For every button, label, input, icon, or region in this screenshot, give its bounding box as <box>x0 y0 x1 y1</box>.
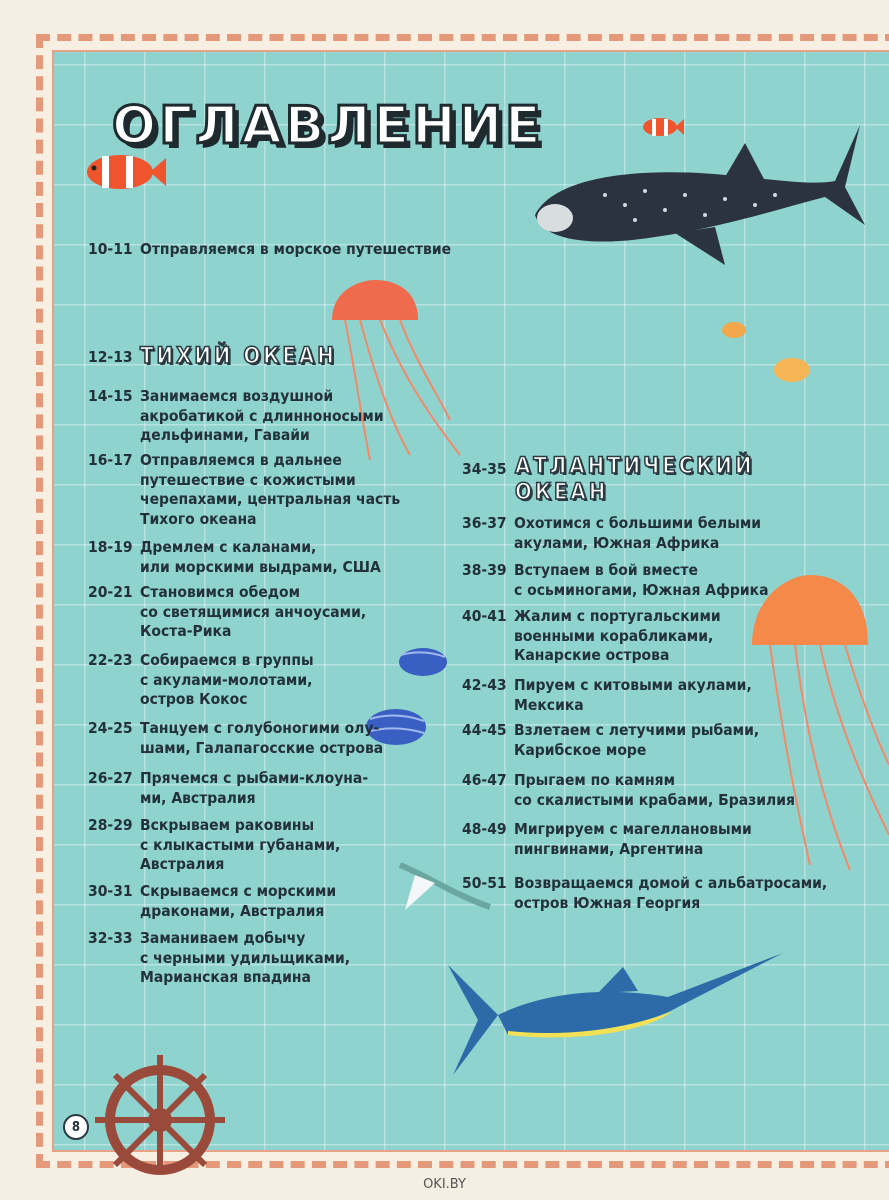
toc-entry <box>462 607 721 666</box>
toc-pages: 32-33 <box>88 929 133 947</box>
orange-fish-illustration-2 <box>772 355 814 385</box>
toc-text: Прыгаем по камням со скалистыми крабами, Бразилия <box>514 771 795 809</box>
toc-entry <box>88 651 314 710</box>
clownfish-illustration <box>82 150 167 195</box>
toc-entry <box>88 387 384 446</box>
toc-entry <box>462 514 761 553</box>
toc-entry <box>88 816 340 875</box>
toc-pages: 26-27 <box>88 769 133 787</box>
small-clownfish-illustration <box>640 115 685 140</box>
toc-entry <box>88 719 383 758</box>
toc-pages: 18-19 <box>88 538 133 556</box>
toc-entry <box>88 882 336 921</box>
toc-pages: 38-39 <box>462 561 507 579</box>
toc-entry <box>462 820 752 859</box>
page-number-badge: 8 <box>63 1114 89 1140</box>
pacific-section-title: ТИХИЙ ОКЕАН <box>140 344 337 369</box>
whale-shark-illustration <box>525 115 870 275</box>
toc-pages: 24-25 <box>88 719 133 737</box>
toc-entry <box>462 771 795 810</box>
toc-text: Пируем с китовыми акулами, Мексика <box>514 676 752 714</box>
toc-pages: 48-49 <box>462 820 507 838</box>
marlin-illustration <box>448 945 788 1085</box>
toc-pages: 22-23 <box>88 651 133 669</box>
toc-pages: 40-41 <box>462 607 507 625</box>
toc-text: Прячемся с рыбами-клоуна- ми, Австралия <box>140 769 369 807</box>
toc-entry <box>88 929 350 988</box>
toc-pages: 28-29 <box>88 816 133 834</box>
toc-entry <box>462 676 752 715</box>
toc-entry <box>462 721 759 760</box>
page-title: ОГЛАВЛЕНИЕ <box>112 96 544 156</box>
toc-text: Скрываемся с морскими драконами, Австралия <box>140 882 337 920</box>
toc-text: Взлетаем с летучими рыбами, Карибское море <box>514 721 760 759</box>
orange-fish-illustration <box>720 320 750 340</box>
toc-entry <box>462 874 827 913</box>
toc-text: Жалим с португальскими военными корабликами, Канарские острова <box>514 607 721 664</box>
toc-pages: 36-37 <box>462 514 507 532</box>
toc-text: Охотимся с большими белыми акулами, Южная Африка <box>514 514 762 552</box>
toc-pages: 20-21 <box>88 583 133 601</box>
toc-text: Становимся обедом со светящимися анчоусами, Коста-Рика <box>140 583 367 640</box>
toc-text: Дремлем с каланами, или морскими выдрами, США <box>140 538 381 576</box>
blue-fish-illustration <box>395 645 450 680</box>
toc-pages: 30-31 <box>88 882 133 900</box>
toc-pages: 16-17 <box>88 451 133 469</box>
toc-text: Отправляемся в морское путешествие <box>140 240 452 258</box>
toc-pages: 46-47 <box>462 771 507 789</box>
toc-entry <box>88 451 400 529</box>
toc-entry <box>88 769 368 808</box>
toc-entry <box>88 538 381 577</box>
pacific-section-pages: 12-13 <box>88 348 133 366</box>
toc-text: Мигрируем с магеллановыми пингвинами, Аргентина <box>514 820 752 858</box>
toc-text: Собираемся в группы с акулами-молотами, остров Кокос <box>140 651 314 708</box>
jellyfish-large-illustration <box>750 575 889 875</box>
toc-text: Занимаемся воздушной акробатикой с длинноносыми дельфинами, Гавайи <box>140 387 384 444</box>
toc-pages: 44-45 <box>462 721 507 739</box>
atlantic-section-pages: 34-35 <box>462 460 507 478</box>
toc-entry <box>88 583 366 642</box>
atlantic-section-title-line1: АТЛАНТИЧЕСКИЙ <box>515 454 755 479</box>
toc-pages: 10-11 <box>88 240 133 258</box>
toc-text: Танцуем с голубоногими олу- шами, Галапагосские острова <box>140 719 384 757</box>
toc-text: Заманиваем добычу с черными удильщиками, Марианская впадина <box>140 929 351 986</box>
ship-wheel-illustration <box>60 1050 250 1170</box>
toc-text: Вступаем в бой вместе с осьминогами, Южная Африка <box>514 561 769 599</box>
atlantic-section-title-line2: ОКЕАН <box>515 480 609 505</box>
toc-pages: 42-43 <box>462 676 507 694</box>
site-watermark: OKI.BY <box>423 1177 466 1192</box>
toc-text: Отправляемся в дальнее путешествие с кожистыми черепахами, центральная часть Тихого океана <box>140 451 401 528</box>
toc-text: Вскрываем раковины с клыкастыми губанами, Австралия <box>140 816 341 873</box>
toc-text: Возвращаемся домой с альбатросами, остров Южная Георгия <box>514 874 828 912</box>
toc-pages: 14-15 <box>88 387 133 405</box>
toc-entry <box>462 561 769 600</box>
toc-entry-intro <box>88 240 451 260</box>
toc-pages: 50-51 <box>462 874 507 892</box>
